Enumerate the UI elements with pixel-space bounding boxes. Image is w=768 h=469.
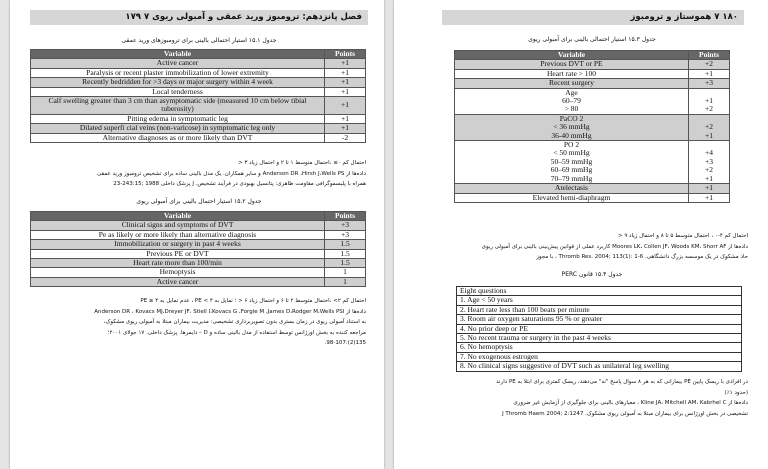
variable-cell: Hemoptysis — [31, 268, 325, 277]
pe-clinical-table-body — [455, 60, 730, 203]
table-row — [31, 124, 366, 133]
footnote-line: داده‌ها از Kline JA، Mitchell AM، Kabrhel C ، معیارهای بالینی برای جلوگیری از آزمایش غیر ضروری — [513, 400, 748, 406]
running-header-right: ۱۸۰ ۷ هموستاز و ترومبوز — [442, 10, 744, 25]
variable-cell — [455, 60, 689, 69]
table-row — [455, 141, 730, 184]
variable-cell: Dilated superfi cial veins (non-varicose) in symptomatic leg only — [31, 124, 325, 133]
points-line: +3 — [705, 78, 713, 88]
variable-line: Previous DVT or PE — [540, 59, 603, 69]
variable-line: Heart rate > 100 — [547, 68, 596, 78]
points-line: +2 — [705, 165, 713, 175]
table3-caption: جدول ۱۵.۳ استیار احتمالی بالینی برای آمبولی ریوی — [528, 36, 656, 43]
points-cell — [689, 79, 730, 88]
points-cell — [689, 184, 730, 193]
variable-cell — [455, 79, 689, 88]
variable-line: Recent surgery — [548, 78, 595, 88]
column-header-points: Points — [325, 212, 366, 221]
perc-question-cell: 5. No recent trauma or surgery in the past 4 weeks — [457, 334, 742, 343]
perc-footnote — [496, 377, 748, 419]
footnote-line: داده‌ها از Moores LK، Collen JF، Woods KM، Shorr AF کاربرد عملی از قوانین پیش‌بینی بالینی برای آمبولی ریوی — [481, 243, 748, 250]
variable-cell: Clinical signs and symptoms of DVT — [31, 221, 325, 230]
footnote-line: 135(2):98-107. — [324, 340, 366, 346]
points-line: +1 — [705, 173, 713, 183]
table-row — [31, 240, 366, 249]
variable-line: Atelectasis — [555, 183, 588, 193]
dvt-table-body — [31, 59, 366, 143]
perc-caption: جدول ۱۵.۴ قانون PERC — [561, 271, 623, 278]
table-row — [31, 268, 366, 277]
table-row — [31, 97, 366, 115]
variable-line: PO 2 — [563, 140, 580, 150]
variable-line: PaCO 2 — [559, 113, 584, 123]
pe-probability-table — [30, 211, 366, 287]
footnote-line: در افرادی با ریسک پایین PE بیمارانی که به هر ۸ سوال پاسخ "نه" می‌دهند، ریسک کمتری برای ابتلا به PE دارند — [496, 379, 748, 385]
variable-cell: Active cancer — [31, 59, 325, 68]
table1-caption: جدول ۱۵.۱ استیار احتمالی بالینی برای ترومبوزهای ورید عمقی — [121, 37, 277, 44]
variable-line: 60–79 — [562, 96, 581, 106]
footnote-line: احتمال کم ۲> ،احتمال متوسط ۲ تا ۶ و احتمال زیاد ۶ < ؛ تمایل به ۴ > PE ، عدم تمایل به ۴ ≤ PE — [140, 298, 366, 304]
footnote-line: مراجعه کننده به بخش اورژانس توسط استفاده از مدل بالینی ساده و D – دایمرها. پزشک داخلی. ۱۷ جولای ۲۰۰۱؛ — [107, 329, 366, 336]
points-cell: 1 — [325, 277, 366, 286]
variable-cell: Previous PE or DVT — [31, 249, 325, 258]
perc-table-body — [457, 287, 742, 372]
footnote-line: (حدود ۱٪) — [724, 389, 748, 396]
variable-line: 50–59 mmHg — [550, 156, 593, 166]
points-line: +2 — [705, 59, 713, 69]
variable-cell: Alternative diagnoses as or more likely than DVT — [31, 133, 325, 142]
perc-rule-table — [456, 286, 742, 372]
dvt-probability-table — [30, 49, 366, 143]
table-row — [457, 315, 742, 324]
left-page — [10, 0, 384, 469]
points-line: +3 — [705, 156, 713, 166]
points-line: +2 — [705, 104, 713, 114]
table-row — [31, 59, 366, 68]
pe-clinical-table — [454, 50, 730, 203]
table-row — [31, 259, 366, 268]
variable-cell: Pitting edema in symptomatic leg — [31, 114, 325, 123]
points-cell: +3 — [325, 230, 366, 239]
footnote-line: احتمال کم ۴-۰ ، احتمال متوسط ۵ تا ۸ و احتمال زیاد ۹ < — [617, 233, 748, 239]
footnote-line: داده‌ها از Anderson DR ،Hirsh J،Wells PS و سایر همکاران. یک مدل بالینی ساده برای تشخیص ترومبوز ورید عمقی — [96, 170, 366, 177]
table-row — [455, 79, 730, 88]
perc-question-cell: 7. No exogenous estrogen — [457, 352, 742, 361]
variable-cell — [455, 193, 689, 202]
variable-line: Age — [565, 87, 578, 97]
table-row — [455, 60, 730, 69]
points-cell: 1.5 — [325, 240, 366, 249]
variable-line: > 80 — [564, 104, 579, 114]
variable-line: 36-40 mmHg — [551, 130, 592, 140]
points-cell — [689, 193, 730, 202]
table-row — [455, 184, 730, 193]
points-cell — [689, 60, 730, 69]
points-cell — [689, 141, 730, 184]
variable-line: < 50 mmHg — [553, 148, 590, 158]
points-cell: +1 — [325, 78, 366, 87]
footnote-line: به استناد آمبولی ریوی در زمان بستری بدون تصویربرداری تشخیصی: مدیریت بیماران مبتلا به آمبولی ریوی مشکوک، — [103, 319, 366, 325]
points-line: +1 — [705, 96, 713, 106]
table3-footnote — [482, 231, 748, 263]
footnote-line: همراه با پلیسموگرافی مقاومت ظاهری: پتانسیل بهبودی در فرآیند تشخیص. J پزشک داخلی 1988 ;243:15-23 — [113, 181, 366, 187]
footnote-line: تشخیصی در بخش اورژانس برای بیماران مبتلا به آمبولی ریوی مشکوک. J Thromb Haem 2004; 2:1247 — [502, 410, 748, 417]
footnote-line: داده‌ها از Anderson DR ، Kovacs MJ،Dreyer JF، Stiell I،Kovacs G ،Forgie M ،James D،Rodger M،Wells PSI — [94, 308, 366, 315]
variable-cell — [455, 114, 689, 140]
variable-cell — [455, 184, 689, 193]
table1-footnote — [97, 158, 366, 190]
points-line: +1 — [705, 68, 713, 78]
column-header-points: Points — [325, 50, 366, 59]
footnote-line: حاد مشکوک در یک موسسه بزرگ دانشگاهی. Thromb Res. 2004; 113(1): 1-6 ، با مجوز — [536, 254, 748, 260]
column-header-points: Points — [689, 51, 730, 60]
points-cell: 1 — [325, 268, 366, 277]
table2-caption: جدول ۱۵.۲ استیار احتمال بالینی برای آمبولی ریوی — [136, 198, 262, 205]
table-row — [457, 296, 742, 305]
variable-cell: Heart rate more than 100/min — [31, 259, 325, 268]
variable-line: < 36 mmHg — [553, 122, 590, 132]
table-row — [455, 114, 730, 140]
perc-question-cell: 3. Room air oxygen saturations 95 % or greater — [457, 315, 742, 324]
table-row — [457, 343, 742, 352]
variable-line: Elevated hemi-diaphragm — [532, 192, 611, 202]
points-line: +4 — [705, 148, 713, 158]
points-cell — [689, 114, 730, 140]
points-cell: -2 — [325, 133, 366, 142]
perc-question-cell: Eight questions — [457, 287, 742, 296]
points-cell: +1 — [325, 59, 366, 68]
perc-question-cell: 2. Heart rate less than 100 beats per minute — [457, 305, 742, 314]
points-cell: 1.5 — [325, 249, 366, 258]
perc-question-cell: 1. Age < 50 years — [457, 296, 742, 305]
points-line: +2 — [705, 122, 713, 132]
footnote-line: احتمال کم ۰≥ ،احتمال متوسط ۱ تا ۲ و احتمال زیاد ۳ < — [238, 160, 366, 166]
right-page — [394, 0, 768, 469]
variable-cell: Recently bedridden for >3 days or major surgery within 4 week — [31, 78, 325, 87]
table2-footnote — [94, 296, 366, 349]
table-row — [31, 221, 366, 230]
variable-cell — [455, 141, 689, 184]
column-header-variable: Variable — [31, 50, 325, 59]
perc-question-cell: 8. No clinical signs suggestive of DVT such as unilateral leg swelling — [457, 362, 742, 371]
points-cell: +1 — [325, 87, 366, 96]
table-row — [455, 88, 730, 114]
variable-cell: Active cancer — [31, 277, 325, 286]
table-row — [457, 362, 742, 371]
table-row — [31, 78, 366, 87]
variable-line: 60–69 mmHg — [550, 165, 593, 175]
points-cell — [689, 88, 730, 114]
points-cell: 1.5 — [325, 259, 366, 268]
points-line: +1 — [705, 130, 713, 140]
table-row — [455, 193, 730, 202]
points-line: +1 — [705, 183, 713, 193]
points-cell: +1 — [325, 114, 366, 123]
pe-table-body — [31, 221, 366, 287]
variable-cell: Calf swelling greater than 3 cm than asymptomatic side (measured 10 cm below tibial tuberosity) — [31, 97, 325, 115]
perc-question-cell: 4. No prior deep or PE — [457, 324, 742, 333]
variable-line: 70–79 mmHg — [550, 173, 593, 183]
points-cell: +1 — [325, 97, 366, 115]
variable-cell: Local tenderness — [31, 87, 325, 96]
column-header-variable: Variable — [31, 212, 325, 221]
points-line: +1 — [705, 192, 713, 202]
variable-cell — [455, 88, 689, 114]
table-row — [31, 133, 366, 142]
points-cell: +3 — [325, 221, 366, 230]
table-row — [31, 277, 366, 286]
points-cell: +1 — [325, 68, 366, 77]
variable-cell: Pe as likely or more likely than alternative diagnosis — [31, 230, 325, 239]
running-header-left: فصل پانزدهم: ترومبوز ورید عمقی و آمبولی ریوی ۷ ۱۷۹ — [30, 10, 368, 25]
variable-cell: Immobilization or surgery in past 4 weeks — [31, 240, 325, 249]
points-cell: +1 — [325, 124, 366, 133]
perc-question-cell: 6. No hemoptysis — [457, 343, 742, 352]
column-header-variable: Variable — [455, 51, 689, 60]
variable-cell: Paralysis or recent plaster immobilization of lower extremity — [31, 68, 325, 77]
